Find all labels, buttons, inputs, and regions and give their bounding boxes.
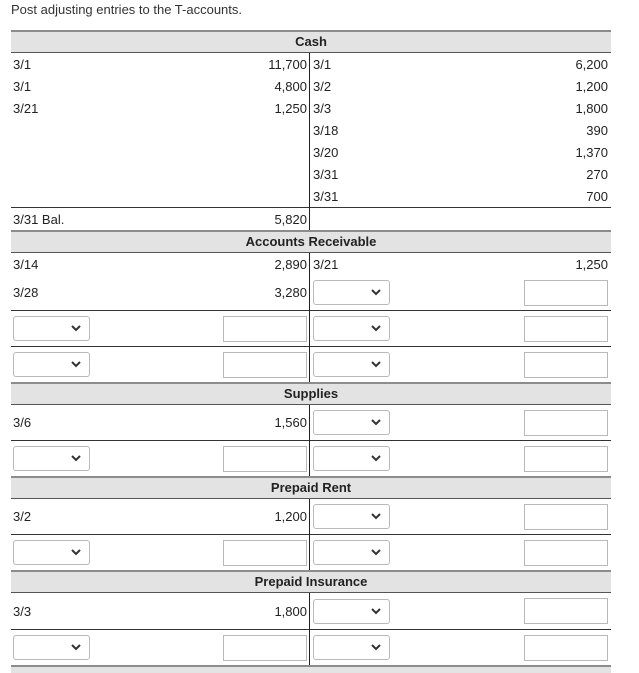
- credit-date: 3/20: [313, 144, 339, 160]
- credit-amount-input[interactable]: [524, 540, 608, 566]
- credit-amount: 390: [586, 122, 608, 138]
- balance-label: 3/31 Bal.: [13, 211, 65, 227]
- credit-amount: 700: [586, 188, 608, 204]
- debit-amount-input[interactable]: [223, 446, 307, 472]
- instruction-text: Post adjusting entries to the T-accounts.: [11, 2, 243, 17]
- chevron-down-icon: [69, 545, 83, 559]
- chevron-down-icon: [369, 640, 383, 654]
- credit-amount: 1,800: [575, 100, 608, 116]
- debit-amount: 1,560: [274, 415, 307, 430]
- chevron-down-icon: [369, 545, 383, 559]
- debit-date: 3/3: [13, 603, 32, 619]
- credit-amount-input[interactable]: [524, 635, 608, 661]
- debit-date: [11, 119, 121, 141]
- debit-amount: 1,800: [274, 603, 307, 619]
- credit-amount-input[interactable]: [524, 504, 608, 530]
- chevron-down-icon: [369, 451, 383, 465]
- t-account-supplies: [11, 382, 611, 476]
- debit-date: 3/1: [13, 56, 32, 72]
- credit-amount: 1,250: [575, 256, 608, 272]
- debit-amount-input[interactable]: [223, 540, 307, 566]
- debit-amount-input[interactable]: [223, 352, 307, 378]
- chevron-down-icon: [369, 509, 383, 523]
- credit-amount-input[interactable]: [524, 446, 608, 472]
- credit-date: 3/31: [313, 188, 339, 204]
- debit-amount-input[interactable]: [223, 316, 307, 342]
- credit-amount-input[interactable]: [524, 410, 608, 436]
- credit-date-select[interactable]: [313, 352, 390, 377]
- t-accounts: [11, 30, 611, 673]
- chevron-down-icon: [69, 321, 83, 335]
- credit-amount: 1,200: [575, 78, 608, 94]
- chevron-down-icon: [369, 285, 383, 299]
- credit-date-select[interactable]: [313, 635, 390, 660]
- debit-date-select[interactable]: [13, 352, 90, 377]
- debit-date: 3/21: [13, 100, 39, 116]
- chevron-down-icon: [369, 321, 383, 335]
- bottom-divider: [11, 665, 611, 673]
- credit-amount-input[interactable]: [524, 316, 608, 342]
- credit-date-select[interactable]: [313, 316, 390, 341]
- account-title: Prepaid Insurance: [11, 570, 611, 593]
- account-title: Accounts Receivable: [11, 230, 611, 253]
- account-title: Supplies: [11, 382, 611, 405]
- chevron-down-icon: [69, 451, 83, 465]
- debit-amount: 2,890: [274, 256, 307, 272]
- credit-date: 3/18: [313, 122, 339, 138]
- debit-date-select[interactable]: [13, 446, 90, 471]
- credit-date-select[interactable]: [313, 599, 390, 624]
- credit-amount: 6,200: [575, 56, 608, 72]
- debit-date-select[interactable]: [13, 316, 90, 341]
- credit-amount-input[interactable]: [524, 280, 608, 306]
- debit-date: 3/28: [13, 285, 39, 300]
- debit-date: [11, 141, 121, 163]
- balance-amount: 5,820: [274, 211, 307, 227]
- chevron-down-icon: [369, 604, 383, 618]
- t-account-prepaid-insurance: [11, 570, 611, 665]
- debit-amount: 1,200: [274, 509, 307, 524]
- chevron-down-icon: [69, 640, 83, 654]
- debit-amount-input[interactable]: [223, 635, 307, 661]
- debit-date: 3/1: [13, 78, 32, 94]
- credit-date: 3/31: [313, 166, 339, 182]
- credit-date: 3/3: [313, 100, 332, 116]
- account-body: [11, 593, 611, 665]
- account-body: [11, 53, 611, 230]
- debit-amount: [121, 185, 309, 207]
- debit-amount: [121, 141, 309, 163]
- debit-amount: 4,800: [274, 78, 307, 94]
- credit-date-select[interactable]: [313, 446, 390, 471]
- credit-amount-input[interactable]: [524, 598, 608, 624]
- credit-date: 3/21: [313, 256, 339, 272]
- credit-date-select[interactable]: [313, 410, 390, 435]
- debit-date: 3/6: [13, 415, 32, 430]
- credit-amount: 270: [586, 166, 608, 182]
- debit-amount: 1,250: [274, 100, 307, 116]
- credit-date: 3/2: [313, 78, 332, 94]
- account-body: [11, 405, 611, 476]
- debit-amount: [121, 163, 309, 185]
- debit-date: 3/2: [13, 509, 32, 524]
- credit-date: 3/1: [313, 56, 332, 72]
- account-title: Cash: [11, 30, 611, 53]
- credit-date-select[interactable]: [313, 280, 390, 305]
- debit-date-select[interactable]: [13, 540, 90, 565]
- chevron-down-icon: [369, 357, 383, 371]
- debit-date: [11, 185, 121, 207]
- credit-amount: 1,370: [575, 144, 608, 160]
- account-body: [11, 253, 611, 382]
- t-account-cash: [11, 30, 611, 230]
- credit-amount-input[interactable]: [524, 352, 608, 378]
- debit-amount: 11,700: [268, 56, 307, 72]
- t-account-accounts-receivable: [11, 230, 611, 382]
- debit-date-select[interactable]: [13, 635, 90, 660]
- debit-amount: [121, 119, 309, 141]
- credit-date-select[interactable]: [313, 504, 390, 529]
- t-account-prepaid-rent: [11, 476, 611, 570]
- debit-date: 3/14: [13, 256, 39, 272]
- credit-date-select[interactable]: [313, 540, 390, 565]
- chevron-down-icon: [369, 415, 383, 429]
- debit-date: [11, 163, 121, 185]
- debit-amount: 3,280: [274, 285, 307, 300]
- account-title: Prepaid Rent: [11, 476, 611, 499]
- account-body: [11, 499, 611, 570]
- chevron-down-icon: [69, 357, 83, 371]
